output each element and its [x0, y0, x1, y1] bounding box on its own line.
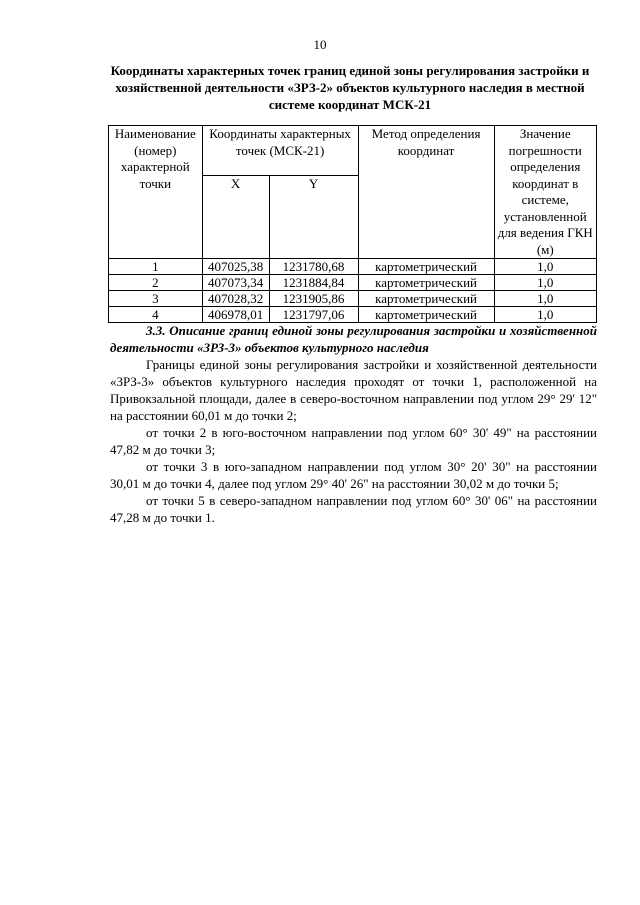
table-row	[109, 275, 597, 291]
cell-accuracy: 1,0	[494, 307, 596, 323]
cell-x: 407025,38	[202, 259, 269, 275]
paragraph: Границы единой зоны регулирования застройки и хозяйственной деятельности «ЗРЗ-3» объектов культурного наследия проходят от точки 1, расположенной на Привокзальной площади, далее в северо-восточном направлении под углом 29° 29' 12" на расстоянии 60,01 м до точки 2;	[110, 357, 597, 423]
cell-accuracy: 1,0	[494, 291, 596, 307]
cell-method: картометрический	[358, 291, 494, 307]
cell-num: 1	[109, 259, 203, 275]
cell-num: 4	[109, 307, 203, 323]
paragraph: от точки 2 в юго-восточном направлении под углом 60° 30' 49" на расстоянии 47,82 м до точки 3;	[110, 425, 597, 457]
paragraph: от точки 3 в юго-западном направлении под углом 30° 20' 30" на расстоянии 30,01 м до точки 4, далее под углом 29° 40' 26" на расстоянии 30,02 м до точки 5;	[110, 459, 597, 491]
paragraph: от точки 5 в северо-западном направлении под углом 60° 30' 06" на расстоянии 47,28 м до точки 1.	[110, 493, 597, 525]
section-title: 3.3. Описание границ единой зоны регулирования застройки и хозяйственной деятельности «ЗРЗ-3» объектов культурного наследия	[110, 323, 597, 355]
cell-num: 2	[109, 275, 203, 291]
cell-num: 3	[109, 291, 203, 307]
cell-x: 406978,01	[202, 307, 269, 323]
header-accuracy: Значение погрешности определения координат в системе, установленной для ведения ГКН (м)	[494, 126, 596, 259]
cell-method: картометрический	[358, 307, 494, 323]
header-point-name: Наименование (номер) характерной точки	[109, 126, 203, 259]
cell-method: картометрический	[358, 275, 494, 291]
cell-y: 1231905,86	[269, 291, 358, 307]
header-x: X	[202, 176, 269, 259]
table-row	[109, 259, 597, 275]
header-coordinates: Координаты характерных точек (МСК-21)	[202, 126, 358, 176]
cell-method: картометрический	[358, 259, 494, 275]
coordinates-table	[108, 125, 597, 323]
page-number: 10	[313, 37, 327, 52]
cell-x: 407028,32	[202, 291, 269, 307]
header-method: Метод определения координат	[358, 126, 494, 259]
section-3-3	[110, 322, 597, 526]
table-row	[109, 291, 597, 307]
cell-accuracy: 1,0	[494, 275, 596, 291]
cell-y: 1231780,68	[269, 259, 358, 275]
header-y: Y	[269, 176, 358, 259]
table-row	[109, 307, 597, 323]
table-heading: Координаты характерных точек границ единой зоны регулирования застройки и хозяйственной деятельности «ЗРЗ-2» объектов культурного наследия в местной системе координат МСК-21	[110, 63, 590, 112]
cell-y: 1231884,84	[269, 275, 358, 291]
cell-y: 1231797,06	[269, 307, 358, 323]
cell-accuracy: 1,0	[494, 259, 596, 275]
cell-x: 407073,34	[202, 275, 269, 291]
